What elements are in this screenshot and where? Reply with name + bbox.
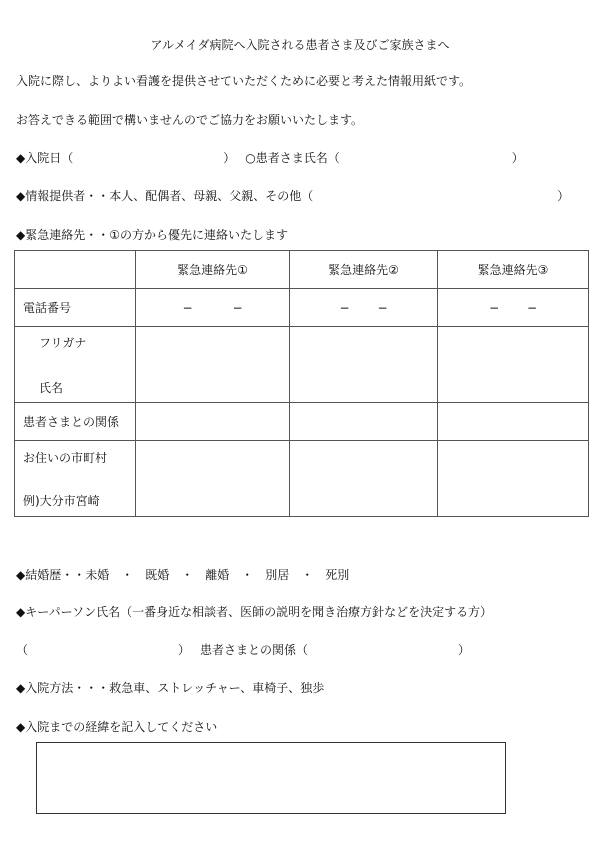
address-cell-2[interactable] <box>290 441 438 517</box>
history-label: ◆入院までの経緯を記入してください <box>16 720 218 734</box>
phone-dash: − <box>527 300 538 315</box>
address-cell-3[interactable] <box>438 441 589 517</box>
table-row-name <box>15 327 589 403</box>
phone-dash: − <box>182 300 193 315</box>
phone-dash: − <box>488 300 499 315</box>
admission-date-close: ） <box>223 151 236 165</box>
name-label: 氏名 <box>39 380 64 395</box>
address-cell-1[interactable] <box>136 441 290 517</box>
keyperson-relation-close: ） <box>458 643 471 657</box>
address-label-cell <box>15 441 136 517</box>
admission-method-line: ◆入院方法・・・救急車、ストレッチャー、車椅子、独歩 <box>16 681 325 695</box>
header-contact-1: 緊急連絡先① <box>136 251 290 289</box>
phone-cell-3[interactable] <box>438 289 589 327</box>
intro-line-1: 入院に際し、よりよい看護を提供させていただくために必要と考えた情報用紙です。 <box>16 74 472 88</box>
keyperson-label: ◆キーパーソン氏名（一番身近な相談者、医師の説明を聞き治療方針などを決定する方） <box>16 605 493 619</box>
emergency-contact-label: ◆緊急連絡先・・①の方から優先に連絡いたします <box>16 228 288 242</box>
name-cell-3[interactable] <box>438 327 589 403</box>
admission-row <box>16 149 524 166</box>
history-textarea[interactable] <box>36 742 506 814</box>
informant-row <box>16 187 569 204</box>
table-row-relation <box>15 403 589 441</box>
phone-cell-1[interactable] <box>136 289 290 327</box>
admission-date-label: ◆入院日（ <box>16 151 74 165</box>
table-row-address <box>15 441 589 517</box>
keyperson-row <box>16 641 470 658</box>
header-contact-2: 緊急連絡先② <box>290 251 438 289</box>
table-row-phone <box>15 289 589 327</box>
patient-name-close: ） <box>511 151 524 165</box>
keyperson-relation-label: 患者さまとの関係（ <box>200 643 309 657</box>
phone-label: 電話番号 <box>15 289 136 327</box>
header-contact-3: 緊急連絡先③ <box>438 251 589 289</box>
name-label-cell <box>15 327 136 403</box>
informant-close: ） <box>557 189 570 203</box>
name-cell-2[interactable] <box>290 327 438 403</box>
marital-status-line: ◆結婚歴・・未婚 ・ 既婚 ・ 離婚 ・ 別居 ・ 死別 <box>16 568 350 582</box>
address-label: お住いの市町村 <box>23 450 108 465</box>
keyperson-open: （ <box>16 643 29 657</box>
document-title: アルメイダ病院へ入院される患者さま及びご家族さまへ <box>150 38 450 52</box>
patient-name-label: ○患者さま氏名（ <box>245 151 340 165</box>
intro-line-2: お答えできる範囲で構いませんのでご協力をお願いいたします。 <box>16 113 364 127</box>
phone-dash: − <box>377 300 388 315</box>
table-header-row <box>15 251 589 289</box>
address-example: 例)大分市宮崎 <box>23 493 100 508</box>
emergency-contact-table <box>14 250 589 517</box>
relation-label: 患者さまとの関係 <box>15 403 136 441</box>
phone-dash: − <box>339 300 350 315</box>
phone-cell-2[interactable] <box>290 289 438 327</box>
keyperson-close: ） <box>178 643 191 657</box>
relation-cell-3[interactable] <box>438 403 589 441</box>
furigana-label: フリガナ <box>39 335 87 350</box>
name-cell-1[interactable] <box>136 327 290 403</box>
phone-dash: − <box>232 300 243 315</box>
relation-cell-2[interactable] <box>290 403 438 441</box>
table-header-blank <box>15 251 136 289</box>
relation-cell-1[interactable] <box>136 403 290 441</box>
informant-label: ◆情報提供者・・本人、配偶者、母親、父親、その他（ <box>16 189 314 203</box>
